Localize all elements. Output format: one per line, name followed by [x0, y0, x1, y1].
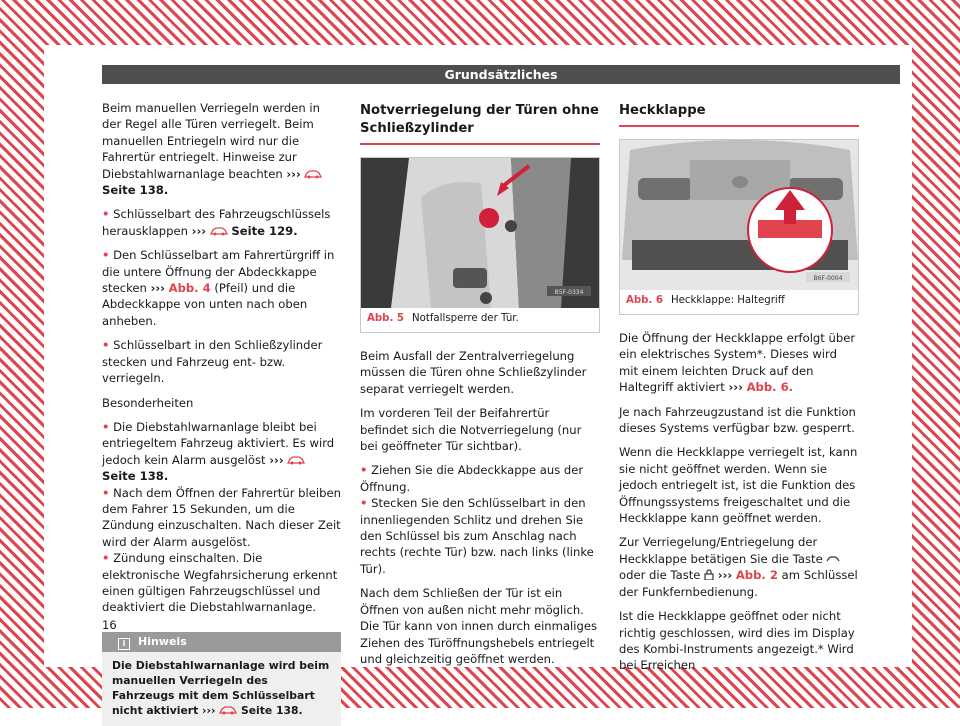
figure-caption: Abb. 6 Heckklappe: Haltegriff: [626, 295, 785, 306]
paragraph: Wenn die Heckklappe verriegelt ist, kann sie nicht geöffnet werden. Wenn sie jedoch entriegelt ist, ist die Funktion des Öffnungssystems freigeschaltet und die Heckklappe kann geöffnet werden.: [619, 445, 858, 526]
note-box: [102, 632, 341, 726]
paragraph: Je nach Fahrzeugzustand ist die Funktion dieses Systems verfügbar bzw. gesperrt.: [619, 404, 856, 436]
car-book-icon: [210, 226, 228, 236]
column-1: [102, 100, 341, 726]
ref-chevron: ›››: [286, 166, 301, 181]
car-book-icon: [219, 705, 237, 715]
tailgate-image: [620, 140, 858, 290]
paragraph: Nach dem Schließen der Tür ist ein Öffnen von außen nicht mehr möglich. Die Tür kann von innen durch einmaliges Ziehen des Türöffnungshebels entriegelt und gleichzeitig geöffnet werden.: [360, 586, 598, 666]
page-ref[interactable]: Seite 138: [102, 183, 164, 198]
bullet-4: • Die Diebstahlwarnanlage bleibt bei entriegeltem Fahrzeug aktiviert. Es wird jedoch kein Alarm ausgelöst ››› Seite 138.: [102, 419, 335, 484]
figure-caption: Abb. 5 Notfallsperre der Tür.: [367, 313, 519, 324]
paragraph: Beim Ausfall der Zentralverriegelung müssen die Türen ohne Schließzylinder separat verriegelt werden.: [360, 349, 587, 396]
bullet-5: • Nach dem Öffnen der Fahrertür bleiben dem Fahrer 15 Sekunden, um die Zündung einzuschalten. Nach dieser Zeit wird der Alarm ausgelöst.: [102, 485, 341, 549]
page-ref[interactable]: Seite 129: [231, 223, 294, 238]
figure-ref[interactable]: Abb. 2: [735, 568, 778, 583]
note-header: i Hinweis: [102, 632, 341, 652]
page-header: Grundsätzliches: [102, 65, 900, 84]
figure-code: B6F-0004: [813, 275, 843, 282]
column-2: [360, 102, 600, 675]
subheading: Besonderheiten: [102, 395, 194, 410]
figure-6: [619, 139, 859, 315]
intro-paragraph: Beim manuellen Verriegeln werden in der Regel alle Türen verriegelt. Beim manuellen Entriegeln wird nur die Fahrertür entriegelt. Hinweise zur Diebstahlwarnanlage beachten ››› Seite 138.: [102, 100, 341, 198]
note-text: Die Diebstahlwarnanlage wird beim manuellen Verriegeln des Fahrzeugs mit dem Schlüsselbart nicht aktiviert ››› Seite 138.: [112, 658, 330, 717]
bullet: • Stecken Sie den Schlüsselbart in den innenliegenden Schlitz und drehen Sie den Schlüssel bis zum Anschlag nach rechts (rechte Tür) bzw. nach links (linke Tür).: [360, 496, 594, 576]
page-ref[interactable]: Seite 138: [102, 469, 164, 484]
paragraph: Die Öffnung der Heckklappe erfolgt über ein elektrisches System*. Dieses wird mit einem leichten Druck auf den Haltegriff aktiviert ››› Abb. 6.: [619, 331, 856, 395]
paragraph: Zur Verriegelung/Entriegelung der Heckklappe betätigen Sie die Taste oder die Taste ››› Abb. 2 am Schlüssel der Funkfernbedienung.: [619, 535, 858, 599]
bullet-3: • Schlüsselbart in den Schließzylinder stecken und Fahrzeug ent- bzw. verriegeln.: [102, 338, 323, 386]
lock-icon: [704, 569, 714, 580]
bullet: • Ziehen Sie die Abdeckkappe aus der Öffnung.: [360, 463, 584, 494]
car-book-icon: [304, 169, 322, 179]
bullet-6: • Zündung einschalten. Die elektronische Wegfahrsicherung erkennt einen gültigen Fahrzeugschlüssel und deaktiviert die Diebstahlwarnanlage.: [102, 551, 338, 615]
door-latch-image: [361, 158, 599, 308]
paragraph: Im vorderen Teil der Beifahrertür befindet sich die Notverriegelung (nur bei geöffneter Tür sichtbar).: [360, 406, 582, 454]
figure-ref[interactable]: Abb. 4: [168, 281, 211, 296]
paragraph: Ist die Heckklappe geöffnet oder nicht richtig geschlossen, wird dies im Display des Kombi-Instruments angezeigt.* Wird bei Erreichen: [619, 609, 855, 673]
car-book-icon: [287, 455, 305, 465]
page-number: 16: [102, 618, 117, 632]
figure-5: [360, 157, 600, 333]
column-3: [619, 102, 859, 682]
page: [44, 45, 912, 717]
bullet-2: • Den Schlüsselbart am Fahrertürgriff in die untere Öffnung der Abdeckkappe stecken ››› Abb. 4 (Pfeil) und die Abdeckkappe von unten nach oben anheben.: [102, 248, 335, 328]
page-ref[interactable]: Seite 138.: [240, 703, 303, 717]
figure-ref[interactable]: Abb. 6: [746, 380, 789, 395]
car-unlock-icon: [826, 555, 840, 563]
bullet-1: • Schlüsselbart des Fahrzeugschlüssels herausklappen ››› Seite 129.: [102, 207, 331, 238]
section-heading: Heckklappe: [619, 102, 859, 127]
figure-code: B5F-0334: [554, 289, 584, 296]
section-heading: Notverriegelung der Türen ohne Schließzylinder: [360, 102, 600, 145]
info-icon: i: [118, 638, 130, 650]
